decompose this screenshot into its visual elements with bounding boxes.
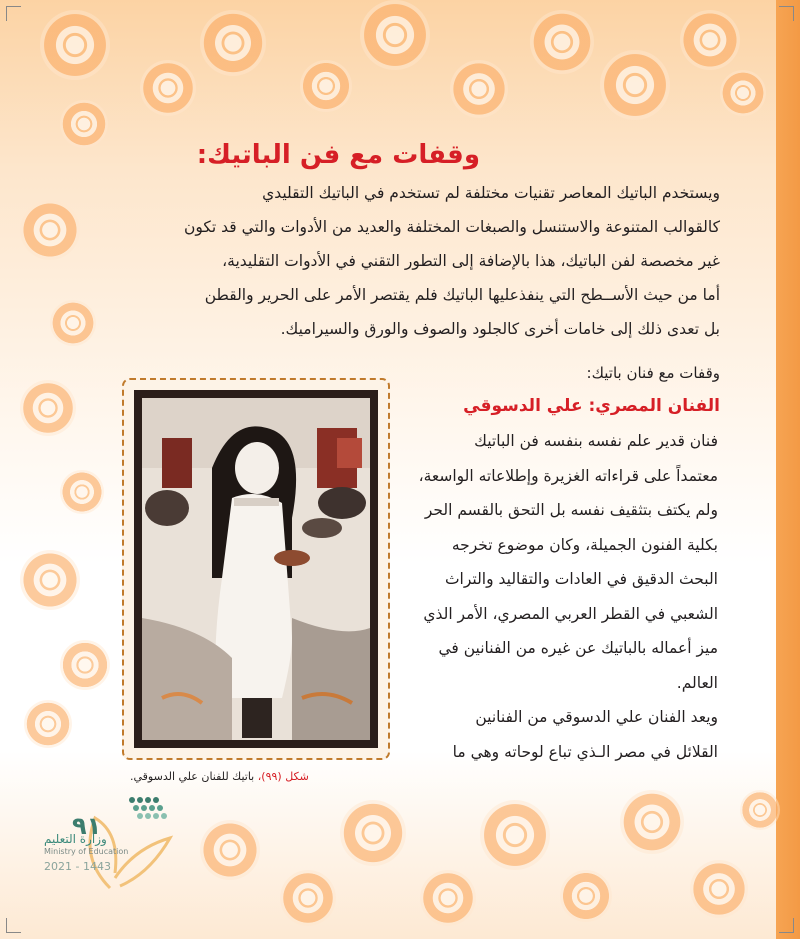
body-line: معتمداً على قراءاته الغزيرة وإطلاعاته الواسعة،: [418, 466, 718, 485]
intro-paragraph: [80, 176, 720, 346]
figure-caption-text: باتيك للفنان علي الدسوقي.: [130, 770, 255, 783]
orange-edge-strip: [776, 0, 800, 939]
body-line: ولم يكتف بتثقيف نفسه بل التحق بالقسم الحر: [424, 501, 718, 519]
section-title: وقفات مع فن الباتيك:: [196, 140, 480, 170]
artist-paragraph: [408, 424, 718, 769]
crop-mark: [779, 6, 794, 21]
body-line: الشعبي في القطر العربي المصري، الأمر الذي: [423, 604, 718, 623]
intro-line: كالقوالب المتنوعة والاستنسل والصبغات المختلفة والعديد من الأدوات والتي قد تكون: [183, 218, 720, 236]
body-line: البحث الدقيق في العادات والتقاليد والتراث: [444, 570, 718, 588]
intro-line: أما من حيث الأســطح التي ينفذعليها الباتيك فلم يقتصر الأمر على الحرير والقطن: [204, 286, 720, 304]
body-line: ميز أعماله بالباتيك عن غيره من الفنانين في: [438, 639, 718, 657]
artist-heading: الفنان المصري: علي الدسوقي: [463, 396, 720, 416]
edition-year: 2021 - 1443: [44, 860, 111, 873]
crop-mark: [6, 6, 21, 21]
subheading: وقفات مع فنان باتيك:: [586, 364, 720, 382]
crop-mark: [6, 918, 21, 933]
body-line: بكلية الفنون الجميلة، وكان موضوع تخرجه: [451, 535, 718, 554]
crop-mark: [779, 918, 794, 933]
body-line: فنان قدير علم نفسه بنفسه فن الباتيك: [474, 432, 718, 450]
intro-line: بل تعدى ذلك إلى خامات أخرى كالجلود والصوف والورق والسيراميك.: [280, 320, 720, 338]
body-line: القلائل في مصر الـذي تباع لوحاته وهي ما: [452, 742, 718, 761]
figure-label: شكل (٩٩)،: [257, 770, 309, 783]
body-line: العالم.: [676, 673, 718, 692]
ministry-name-english: Ministry of Education: [44, 847, 129, 856]
intro-line: غير مخصصة لفن الباتيك، هذا بالإضافة إلى التطور التقني في الأدوات التقليدية،: [222, 252, 720, 270]
ministry-name-arabic: وزارة التعليم: [44, 832, 107, 846]
body-line: ويعد الفنان علي الدسوقي من الفنانين: [475, 708, 718, 726]
batik-painting: [142, 398, 370, 740]
page-number: ٩١: [72, 812, 102, 840]
intro-line: ويستخدم الباتيك المعاصر تقنيات مختلفة لم تستخدم في الباتيك التقليدي: [262, 184, 720, 202]
batik-artwork-image: [134, 390, 378, 748]
figure-frame: [122, 378, 390, 760]
